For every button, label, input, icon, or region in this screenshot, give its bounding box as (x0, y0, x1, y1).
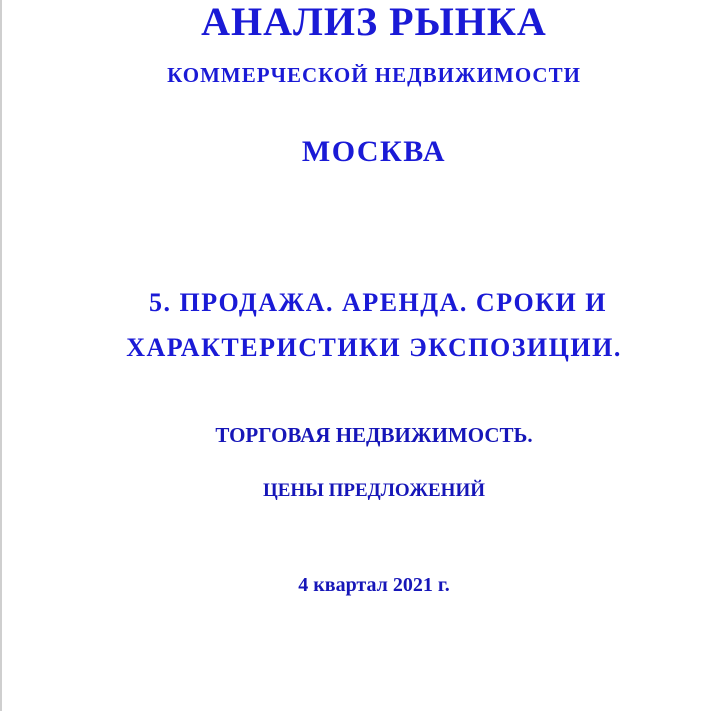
document-subtitle: КОММЕРЧЕСКОЙ НЕДВИЖИМОСТИ (167, 63, 581, 87)
period-label: 4 квартал 2021 г. (298, 574, 450, 596)
document-title: АНАЛИЗ РЫНКА (201, 0, 547, 44)
section-heading-line-2: ХАРАКТЕРИСТИКИ ЭКСПОЗИЦИИ. (126, 333, 622, 362)
city-heading: МОСКВА (301, 135, 447, 168)
segment-heading: ТОРГОВАЯ НЕДВИЖИМОСТЬ. (215, 423, 533, 447)
section-heading-line-1: 5. ПРОДАЖА. АРЕНДА. СРОКИ И (149, 288, 607, 317)
prices-heading: ЦЕНЫ ПРЕДЛОЖЕНИЙ (262, 480, 486, 501)
